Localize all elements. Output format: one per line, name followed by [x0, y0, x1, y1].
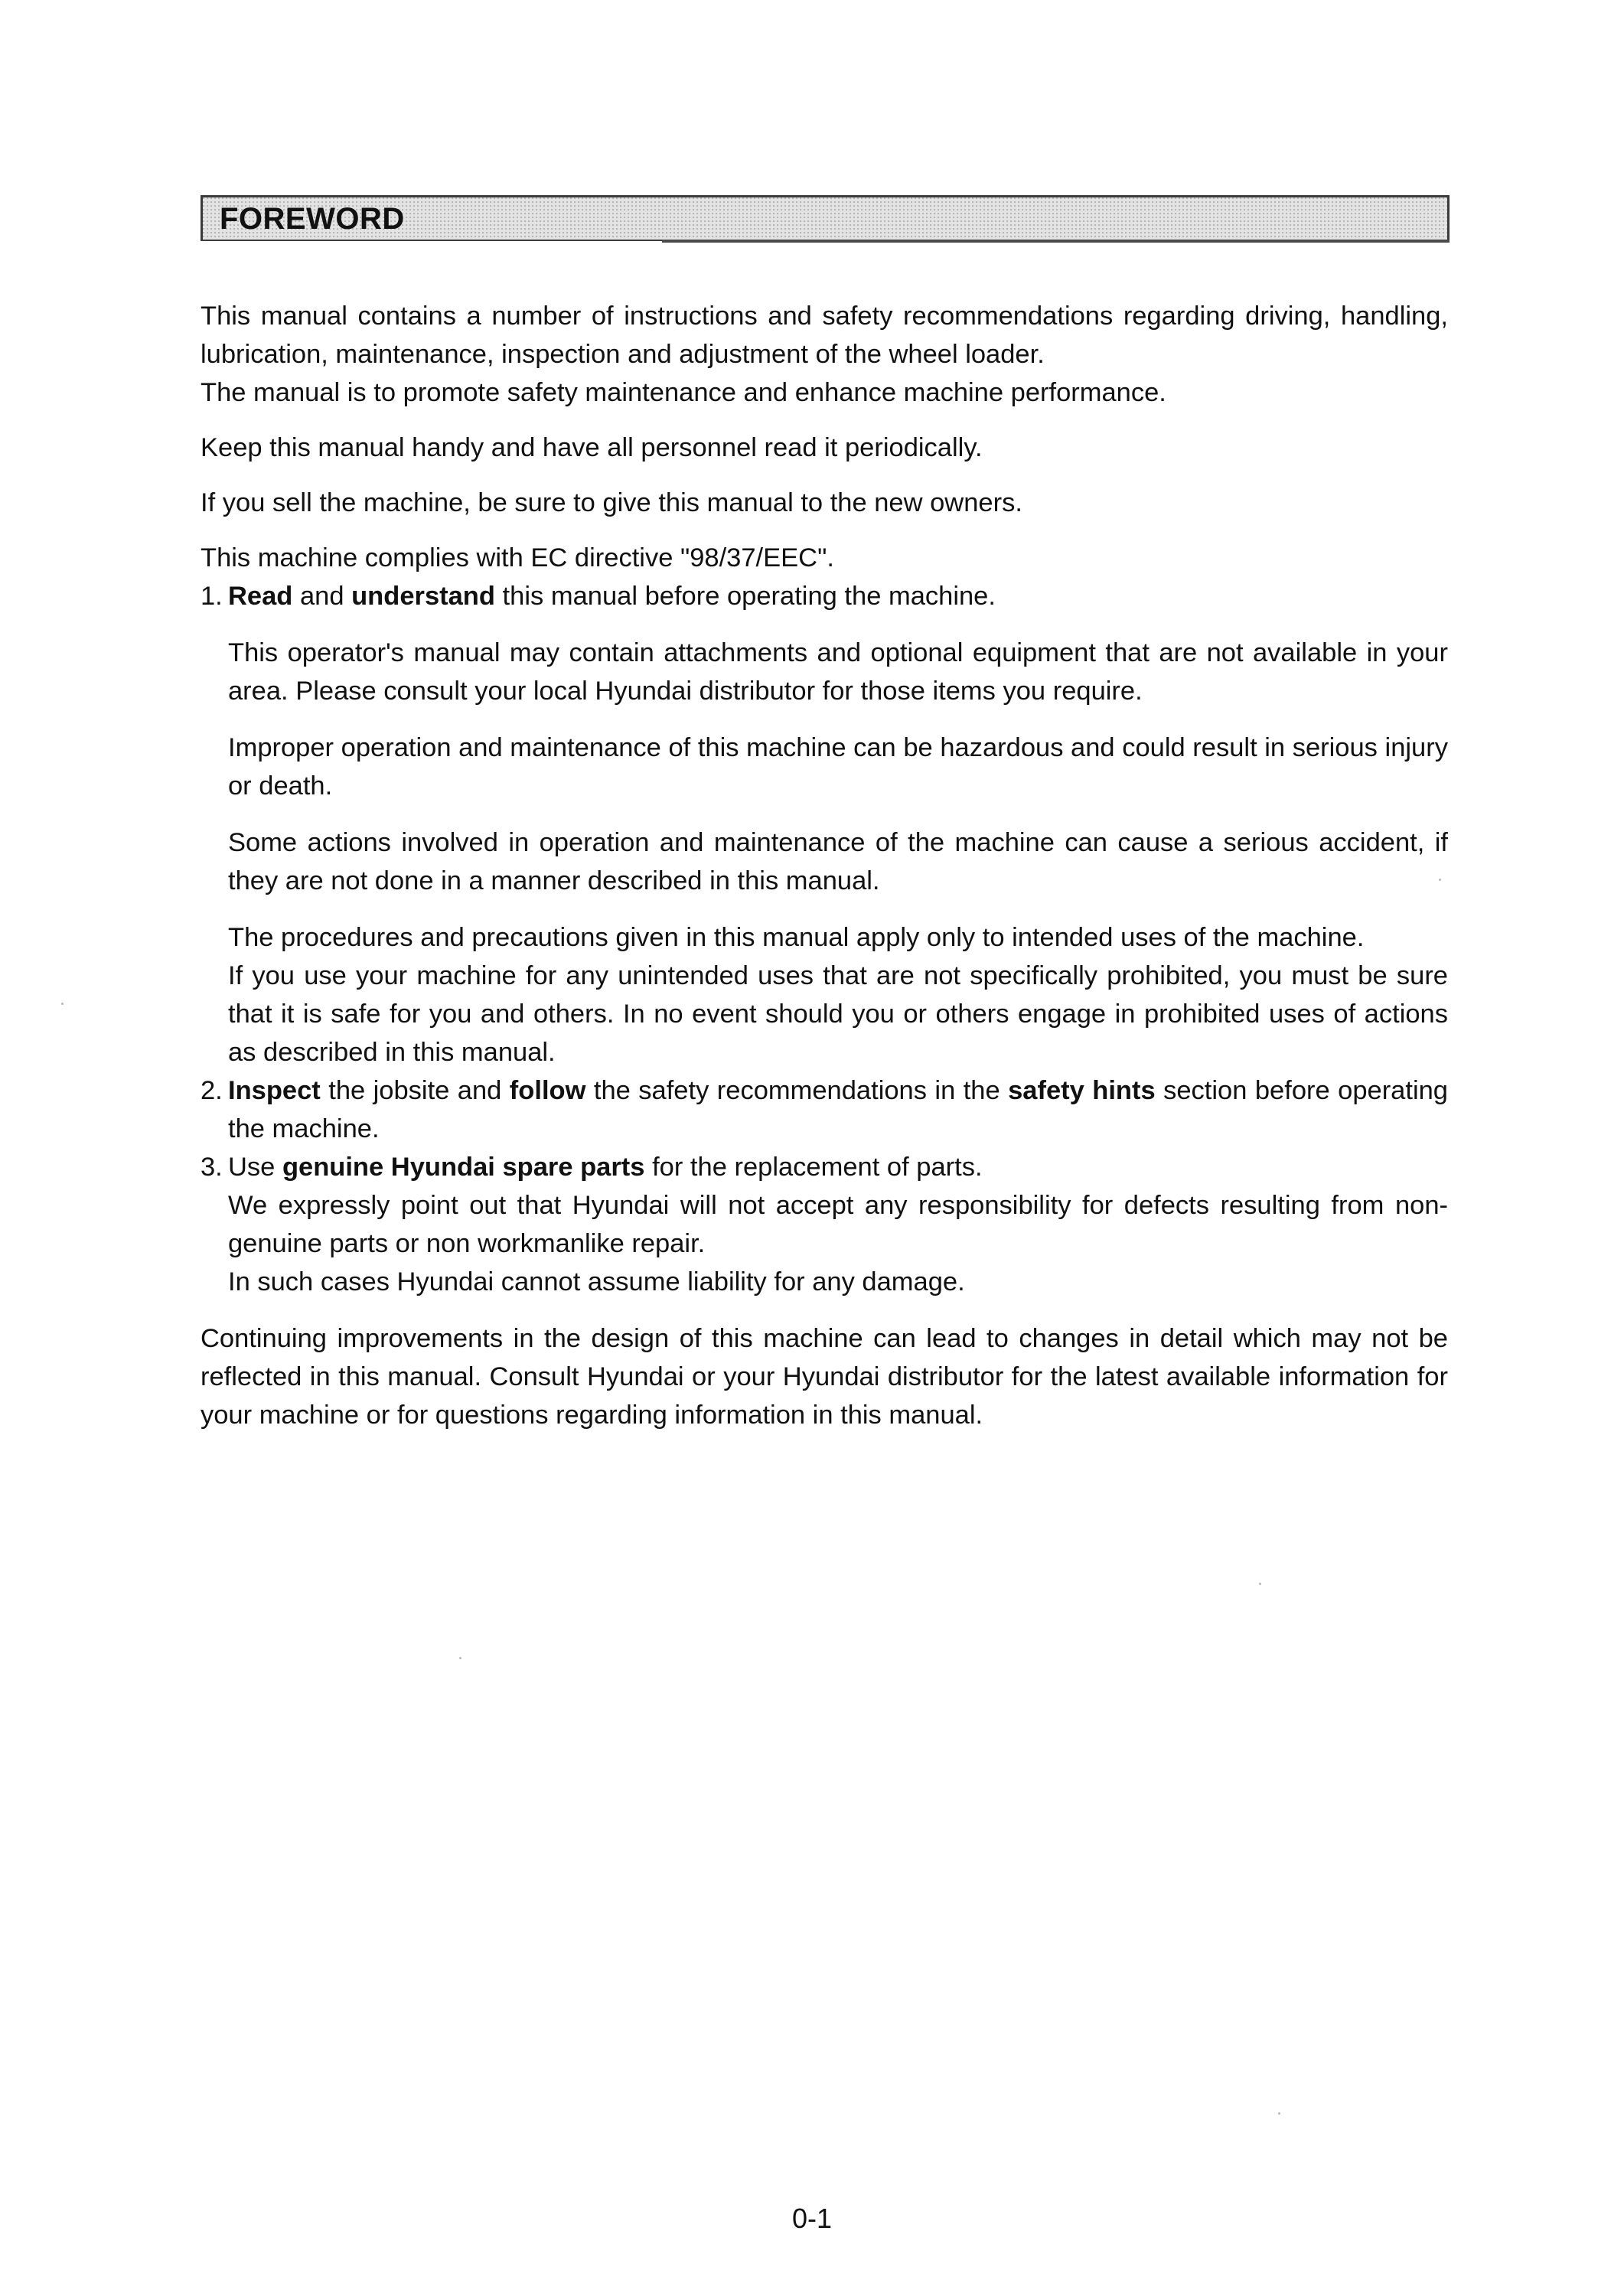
list-item-3 — [201, 1148, 1448, 1186]
list-item-1-text — [228, 577, 1448, 615]
list-item-3-text — [228, 1148, 1448, 1186]
page-number: 0-1 — [791, 2203, 833, 2234]
list-item-1-text-a: and — [292, 582, 352, 611]
list-item-1-bold-read: Read — [228, 582, 293, 611]
list-item-1-number: 1. — [201, 582, 223, 611]
intro-paragraph-2: Keep this manual handy and have all personnel read it periodically. — [201, 433, 983, 462]
list-item-1-text-b: this manual before operating the machine. — [494, 582, 996, 611]
list-item-2-bold-follow: follow — [509, 1076, 586, 1105]
intro-line-2: The manual is to promote safety maintenance and enhance machine performance. — [201, 378, 1166, 407]
list-item-1 — [201, 577, 1448, 615]
list-item-2-text-b: the safety recommendations in the — [585, 1076, 1009, 1105]
list-item-3-bold-genuine-parts: genuine Hyundai spare parts — [282, 1153, 645, 1182]
list-item-3-number: 3. — [201, 1153, 223, 1182]
list-item-2-text — [228, 1071, 1448, 1148]
list-item-1-sub-4a: The procedures and precautions given in this manual apply only to intended uses of the machine. — [228, 923, 1365, 952]
closing-paragraph: Continuing improvements in the design of this machine can lead to changes in detail which may not be reflected in this manual. Consult Hyundai or your Hyundai distributor for the latest available information for your machine or for questions regarding information in this manual. — [201, 1324, 1448, 1430]
scan-speck — [459, 1657, 461, 1659]
list-item-1-sub-2: Improper operation and maintenance of this machine can be hazardous and could result in serious injury or death. — [228, 733, 1448, 801]
scan-speck — [1439, 879, 1441, 881]
list-item-2-bold-safety-hints: safety hints — [1008, 1076, 1156, 1105]
list-item-2-text-c: section before operating the machine. — [228, 1076, 1448, 1143]
list-item-3-sub-1: We expressly point out that Hyundai will not accept any responsibility for defects resulting from non-genuine parts or non workmanlike repair. — [228, 1191, 1448, 1258]
list-item-3-text-a: Use — [228, 1153, 282, 1182]
list-item-1-sub-1: This operator's manual may contain attachments and optional equipment that are not available in your area. Please consult your local Hyundai distributor for those items you require. — [228, 638, 1448, 706]
list-item-2-text-a: the jobsite and — [320, 1076, 510, 1105]
scan-speck — [1278, 2112, 1280, 2115]
intro-paragraph-4: This machine complies with EC directive "98/37/EEC". — [201, 543, 834, 572]
heading-bar — [201, 195, 1450, 241]
list-item-2-bold-inspect: Inspect — [228, 1076, 321, 1105]
heading-rule — [662, 240, 1450, 243]
scan-speck — [1259, 1583, 1261, 1585]
list-item-1-bold-understand: understand — [351, 582, 495, 611]
list-item-3-sub-2: In such cases Hyundai cannot assume liability for any damage. — [228, 1267, 965, 1296]
list-item-2 — [201, 1071, 1448, 1148]
scan-speck — [61, 1003, 64, 1005]
list-item-3-text-b: for the replacement of parts. — [644, 1153, 983, 1182]
list-item-1-sub-4b: If you use your machine for any unintended uses that are not specifically prohibited, you must be sure that it is safe for you and others. In no event should you or others engage in prohibited uses of actions as described in this manual. — [228, 961, 1448, 1067]
intro-line-1: This manual contains a number of instructions and safety recommendations regarding driving, handling, lubrication, maintenance, inspection and adjustment of the wheel loader. — [201, 302, 1448, 369]
body-text — [201, 297, 1448, 1434]
list-item-1-sub-3: Some actions involved in operation and maintenance of the machine can cause a serious accident, if they are not done in a manner described in this manual. — [228, 828, 1448, 895]
intro-paragraph-3: If you sell the machine, be sure to give this manual to the new owners. — [201, 488, 1022, 517]
page-title: FOREWORD — [220, 202, 405, 236]
list-item-2-number: 2. — [201, 1076, 223, 1105]
